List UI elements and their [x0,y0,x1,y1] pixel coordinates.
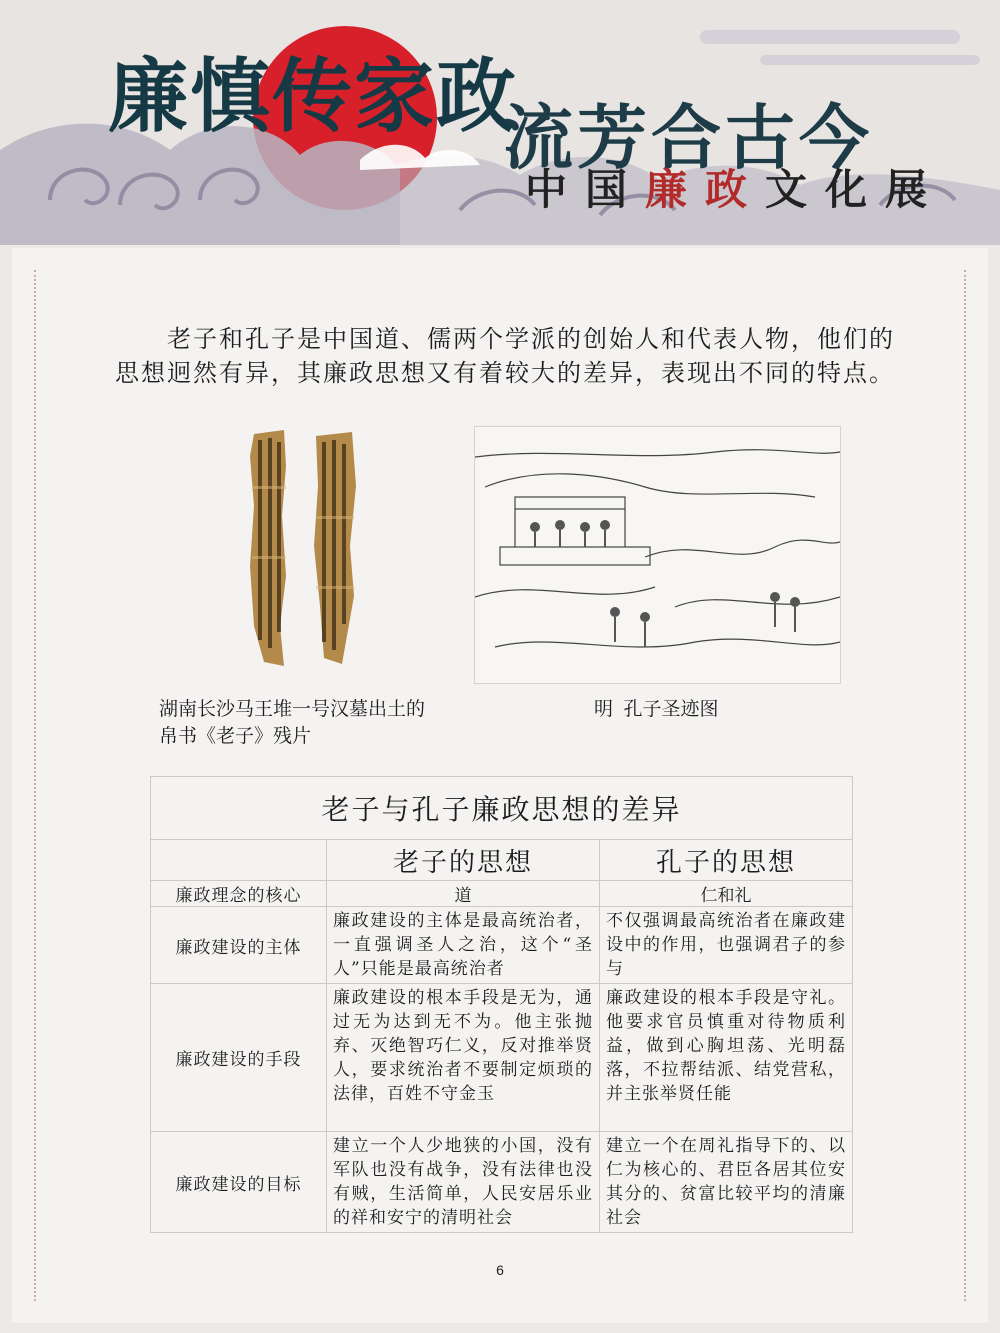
table-row [151,1132,853,1233]
confucius-painting-image [474,426,841,684]
subtitle-char-red: 政 [704,165,747,214]
subtitle-char: 国 [584,165,627,214]
table-title-row [151,777,853,840]
laozi-cell: 道 [327,881,600,907]
banner-title-line2: 流芳合古今 [503,96,873,179]
subtitle-char-red: 廉 [644,165,687,214]
subtitle-char: 展 [884,165,927,214]
table-row [151,907,853,984]
manuscript-caption [159,696,425,750]
silk-manuscript-image [224,426,384,671]
manuscript-caption-line2: 帛书《老子》残片 [159,726,312,747]
kongzi-cell: 仁和礼 [600,881,853,907]
table-header-row [151,840,853,881]
laozi-cell: 廉政建设的主体是最高统治者，一直强调圣人之治，这个“圣人”只能是最高统治者 [327,907,600,984]
table-row [151,881,853,907]
content-panel [12,248,988,1323]
header-banner [0,0,1000,245]
row-key: 廉政建设的目标 [151,1132,327,1233]
table-row [151,984,853,1132]
banner-title-line1: 廉慎传家政 [108,49,518,143]
subtitle-char: 中 [524,165,567,214]
kongzi-cell: 廉政建设的根本手段是守礼。他要求官员慎重对待物质利益，做到心胸坦荡、光明磊落，不拉帮结派、结党营私，并主张举贤任能 [600,984,853,1132]
page-number: 6 [496,1262,504,1278]
row-key: 廉政建设的主体 [151,907,327,984]
kongzi-cell: 不仅强调最高统治者在廉政建设中的作用，也强调君子的参与 [600,907,853,984]
table-header-empty [151,840,327,881]
comparison-table [150,776,853,1233]
subtitle-char: 文 [764,165,807,214]
painting-caption: 明 孔子圣迹图 [594,699,719,720]
laozi-cell: 建立一个人少地狭的小国，没有军队也没有战争，没有法律也没有贼，生活简单，人民安居乐业的祥和安宁的清明社会 [327,1132,600,1233]
subtitle-char: 化 [824,165,867,214]
row-key: 廉政理念的核心 [151,881,327,907]
kongzi-cell: 建立一个在周礼指导下的、以仁为核心的、君臣各居其位安其分的、贫富比较平均的清廉社会 [600,1132,853,1233]
laozi-cell: 廉政建设的根本手段是无为，通过无为达到无不为。他主张抛弃、灭绝智巧仁义，反对推举贤人，要求统治者不要制定烦琐的法律，百姓不守金玉 [327,984,600,1132]
manuscript-caption-line1: 湖南长沙马王堆一号汉墓出土的 [159,699,426,720]
table-header-laozi: 老子的思想 [327,840,600,881]
table-header-kongzi: 孔子的思想 [600,840,853,881]
table-title: 老子与孔子廉政思想的差异 [151,777,853,840]
intro-paragraph: 老子和孔子是中国道、儒两个学派的创始人和代表人物，他们的思想迥然有异，其廉政思想又有着较大的差异，表现出不同的特点。 [115,325,895,387]
row-key: 廉政建设的手段 [151,984,327,1132]
exhibition-subtitle [520,160,940,214]
